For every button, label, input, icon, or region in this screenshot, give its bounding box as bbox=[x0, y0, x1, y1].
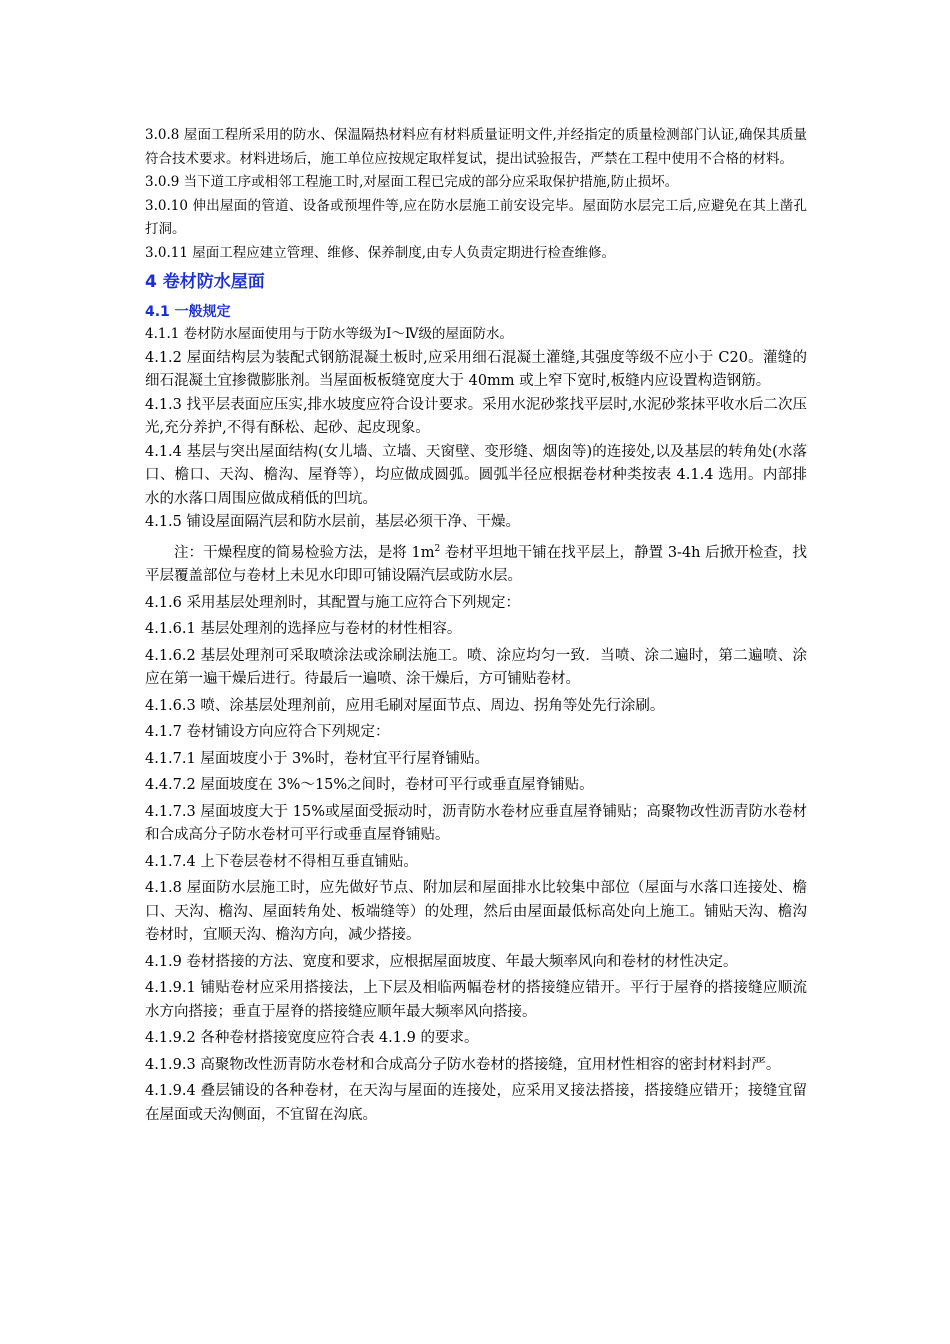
paragraph-4-1-9-3: 4.1.9.3 高聚物改性沥青防水卷材和合成高分子防水卷材的搭接缝，宜用材性相容的密封材料封严。 bbox=[145, 1056, 781, 1073]
paragraph-4-1-4: 4.1.4 基层与突出屋面结构(女儿墙、立墙、天窗壁、变形缝、烟囱等)的连接处,以及基层的转角处(水落口、檐口、天沟、檐沟、屋脊等），均应做成圆弧。圆弧半径应根据卷材种类按表 4.1.4 选用。内部排水的水落口周围应做成稍低的凹坑。 bbox=[145, 443, 807, 507]
paragraph-4-1-9-1: 4.1.9.1 铺贴卷材应采用搭接法，上下层及相临两幅卷材的搭接缝应错开。平行于屋脊的搭接缝应顺流水方向搭接；垂直于屋脊的搭接缝应顺年最大频率风向搭接。 bbox=[145, 980, 807, 1020]
paragraph-4-1-2: 4.1.2 屋面结构层为装配式钢筋混凝土板时,应采用细石混凝土灌缝,其强度等级不应小于 C20。灌缝的细石混凝土宜掺微膨胀剂。当屋面板板缝宽度大于 40mm 或上窄下宽时,板缝内应设置构造钢筋。 bbox=[145, 349, 807, 389]
paragraph-4-1-6-3: 4.1.6.3 喷、涂基层处理剂前，应用毛刷对屋面节点、周边、拐角等处先行涂刷。 bbox=[145, 697, 665, 714]
paragraph-4-1-7: 4.1.7 卷材铺设方向应符合下列规定： bbox=[145, 724, 390, 740]
paragraph-3-0-11: 3.0.11 屋面工程应建立管理、维修、保养制度,由专人负责定期进行检查维修。 bbox=[145, 244, 616, 261]
paragraph-4-4-7-2: 4.4.7.2 屋面坡度在 3%～15%之间时，卷材可平行或垂直屋脊铺贴。 bbox=[145, 777, 594, 793]
paragraph-4-1-9-2: 4.1.9.2 各种卷材搭接宽度应符合表 4.1.9 的要求。 bbox=[145, 1030, 479, 1046]
paragraph-4-1-1: 4.1.1 卷材防水屋面使用与于防水等级为Ⅰ～Ⅳ级的屋面防水。 bbox=[145, 326, 513, 342]
paragraph-4-1-6-2: 4.1.6.2 基层处理剂可采取喷涂法或涂刷法施工。喷、涂应均匀一致．当喷、涂二遍时，第二遍喷、涂应在第一遍干燥后进行。待最后一遍喷、涂干燥后，方可铺贴卷材。 bbox=[145, 647, 807, 687]
note-superscript: 2 bbox=[434, 543, 441, 554]
document-page bbox=[145, 124, 807, 1127]
paragraph-3-0-10: 3.0.10 伸出屋面的管道、设备或预埋件等,应在防水层施工前安设完毕。屋面防水层完工后,应避免在其上凿孔打洞。 bbox=[145, 197, 807, 237]
note-text-start: 注：干燥程度的简易检验方法，是将 1m bbox=[174, 544, 435, 561]
paragraph-3-0-9: 3.0.9 当下道工序或相邻工程施工时,对屋面工程已完成的部分应采取保护措施,防止损坏。 bbox=[145, 174, 679, 190]
paragraph-4-1-7-3: 4.1.7.3 屋面坡度大于 15%或屋面受振动时，沥青防水卷材应垂直屋脊铺贴；高聚物改性沥青防水卷材和合成高分子防水卷材可平行或垂直屋脊铺贴。 bbox=[145, 803, 807, 843]
paragraph-4-1-6: 4.1.6 采用基层处理剂时，其配置与施工应符合下列规定： bbox=[145, 594, 521, 611]
section-heading: 4.1 一般规定 bbox=[145, 304, 231, 320]
paragraph-4-1-6-1: 4.1.6.1 基层处理剂的选择应与卷材的材性相容。 bbox=[145, 621, 462, 637]
paragraph-4-1-3: 4.1.3 找平层表面应压实,排水坡度应符合设计要求。采用水泥砂浆找平层时,水泥砂浆抹平收水后二次压光,充分养护,不得有酥松、起砂、起皮现象。 bbox=[145, 396, 807, 436]
paragraph-3-0-8: 3.0.8 屋面工程所采用的防水、保温隔热材料应有材料质量证明文件,并经指定的质量检测部门认证,确保其质量符合技术要求。材料进场后，施工单位应按规定取样复试，提出试验报告，严禁在工程中使用不合格的材料。 bbox=[145, 127, 807, 167]
paragraph-4-1-5: 4.1.5 铺设屋面隔汽层和防水层前，基层必须干净、干燥。 bbox=[145, 514, 521, 530]
paragraph-4-1-8: 4.1.8 屋面防水层施工时，应先做好节点、附加层和屋面排水比较集中部位（屋面与水落口连接处、檐口、天沟、檐沟、屋面转角处、板端缝等）的处理，然后由屋面最低标高处向上施工。铺贴天沟、檐沟卷材时，宜顺天沟、檐沟方向，减少搭接。 bbox=[145, 880, 807, 943]
note-text-end: 卷材平坦地干铺在找平层上，静置 3-4h 后掀开检查，找平层覆盖部位与卷材上未见水印即可铺设隔汽层或防水层。 bbox=[145, 544, 807, 584]
paragraph-4-1-9: 4.1.9 卷材搭接的方法、宽度和要求，应根据屋面坡度、年最大频率风向和卷材的材性决定。 bbox=[145, 953, 738, 970]
paragraph-4-1-9-4: 4.1.9.4 叠层铺设的各种卷材，在天沟与屋面的连接处，应采用叉接法搭接，搭接缝应错开；接缝宜留在屋面或天沟侧面，不宜留在沟底。 bbox=[145, 1083, 807, 1123]
chapter-heading: 4 卷材防水屋面 bbox=[145, 272, 265, 292]
note-paragraph bbox=[145, 542, 807, 589]
paragraph-4-1-7-4: 4.1.7.4 上下卷层卷材不得相互垂直铺贴。 bbox=[145, 853, 418, 870]
paragraph-4-1-7-1: 4.1.7.1 屋面坡度小于 3%时，卷材宜平行屋脊铺贴。 bbox=[145, 750, 489, 767]
